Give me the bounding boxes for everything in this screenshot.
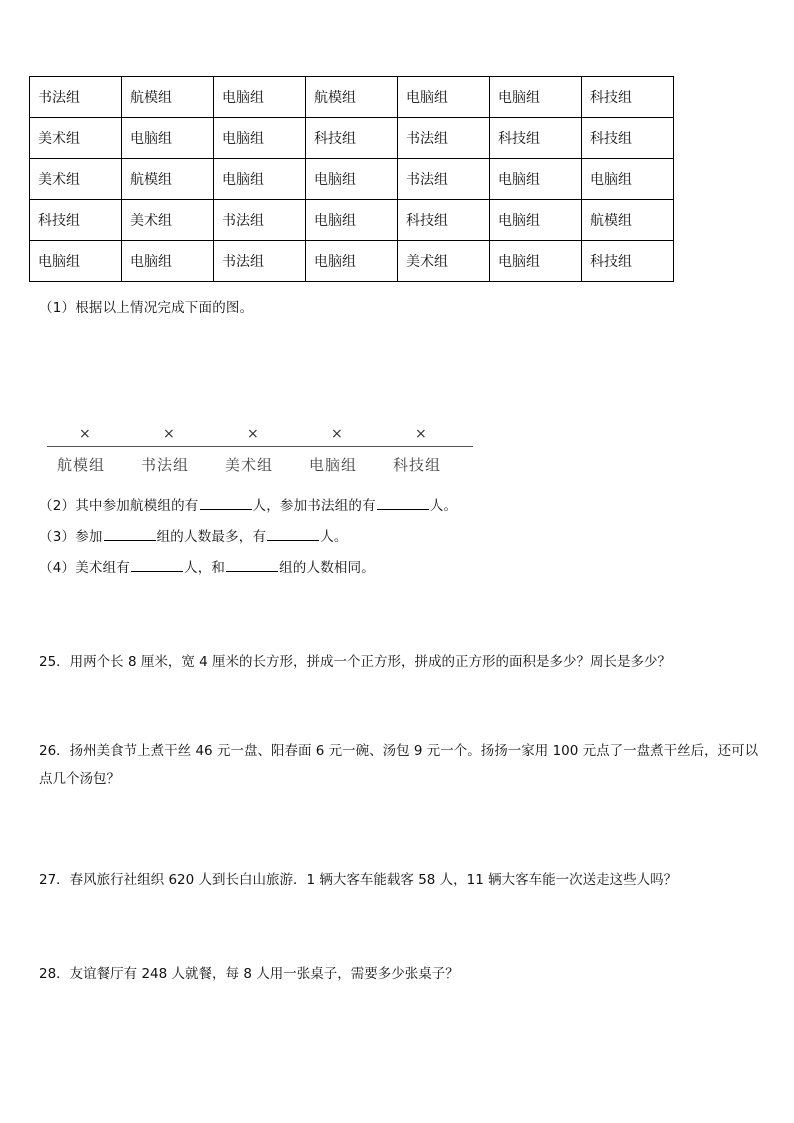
tally-axis-diagram <box>47 426 473 476</box>
table-cell: 美术组 <box>30 118 122 159</box>
table-cell: 科技组 <box>582 118 674 159</box>
table-cell: 科技组 <box>30 200 122 241</box>
table-cell: 书法组 <box>398 159 490 200</box>
tally-mark: × <box>247 426 259 442</box>
table-cell: 电脑组 <box>122 118 214 159</box>
axis-label: 美术组 <box>225 456 274 474</box>
axis-label: 书法组 <box>141 456 190 474</box>
question-25: 25．用两个长 8 厘米，宽 4 厘米的长方形，拼成一个正方形，拼成的正方形的面积是多少？周长是多少？ <box>39 654 672 670</box>
text-segment: 人，和 <box>184 560 226 576</box>
table-cell: 电脑组 <box>490 241 582 282</box>
part-1-instruction: （1）根据以上情况完成下面的图。 <box>39 300 254 316</box>
table-cell: 电脑组 <box>214 159 306 200</box>
axis-label: 航模组 <box>57 456 106 474</box>
tally-mark: × <box>415 426 427 442</box>
text-segment: 组的人数相同。 <box>279 560 376 576</box>
answer-blank[interactable] <box>226 558 278 572</box>
table-cell: 电脑组 <box>122 241 214 282</box>
table-cell: 航模组 <box>582 200 674 241</box>
text-segment: （3）参加 <box>39 529 103 545</box>
tally-mark: × <box>79 426 91 442</box>
table-row <box>30 200 674 241</box>
table-cell: 电脑组 <box>490 200 582 241</box>
answer-blank[interactable] <box>104 527 156 541</box>
axis-label: 电脑组 <box>309 456 358 474</box>
table-cell: 书法组 <box>398 118 490 159</box>
table-cell: 航模组 <box>122 159 214 200</box>
question-26: 26．扬州美食节上煮干丝 46 元一盘、阳春面 6 元一碗、汤包 9 元一个。扬扬一家用 100 元点了一盘煮干丝后，还可以点几个汤包？ <box>39 743 759 787</box>
table-row <box>30 159 674 200</box>
table-cell: 科技组 <box>398 200 490 241</box>
table-cell: 书法组 <box>214 241 306 282</box>
table-cell: 电脑组 <box>490 159 582 200</box>
text-segment: 人，参加书法组的有 <box>252 498 376 514</box>
table-cell: 航模组 <box>306 77 398 118</box>
text-segment: 人。 <box>429 498 458 514</box>
tally-mark: × <box>163 426 175 442</box>
answer-blank[interactable] <box>377 496 429 510</box>
axis-baseline <box>47 446 473 447</box>
table-cell: 电脑组 <box>306 241 398 282</box>
tally-mark: × <box>331 426 343 442</box>
table-cell: 科技组 <box>582 77 674 118</box>
answer-blank[interactable] <box>131 558 183 572</box>
table-cell: 书法组 <box>214 200 306 241</box>
part-2-question <box>39 494 457 514</box>
part-3-question <box>39 525 348 545</box>
axis-label: 科技组 <box>393 456 442 474</box>
text-segment: 组的人数最多，有 <box>156 529 267 545</box>
table-cell: 电脑组 <box>30 241 122 282</box>
text-segment: 人。 <box>320 529 348 545</box>
text-segment: （4）美术组有 <box>39 560 130 576</box>
text-segment: （2）其中参加航模组的有 <box>39 498 199 514</box>
part-4-question <box>39 556 375 576</box>
table-cell: 美术组 <box>30 159 122 200</box>
table-cell: 美术组 <box>122 200 214 241</box>
table-cell: 美术组 <box>398 241 490 282</box>
question-27: 27．春风旅行社组织 620 人到长白山旅游．1 辆大客车能载客 58 人，11 辆大客车能一次送走这些人吗？ <box>39 872 678 888</box>
table-cell: 航模组 <box>122 77 214 118</box>
table-cell: 电脑组 <box>490 77 582 118</box>
interest-group-table <box>29 76 674 282</box>
table-cell: 科技组 <box>306 118 398 159</box>
table-cell: 电脑组 <box>398 77 490 118</box>
table-cell: 电脑组 <box>582 159 674 200</box>
table-cell: 科技组 <box>582 241 674 282</box>
table-cell: 电脑组 <box>214 118 306 159</box>
table-row <box>30 241 674 282</box>
table-cell: 电脑组 <box>306 159 398 200</box>
table-cell: 电脑组 <box>214 77 306 118</box>
answer-blank[interactable] <box>200 496 252 510</box>
table-cell: 科技组 <box>490 118 582 159</box>
table-cell: 电脑组 <box>306 200 398 241</box>
table-cell: 书法组 <box>30 77 122 118</box>
table-row <box>30 118 674 159</box>
answer-blank[interactable] <box>267 527 319 541</box>
table-row <box>30 77 674 118</box>
question-28: 28．友谊餐厅有 248 人就餐，每 8 人用一张桌子，需要多少张桌子？ <box>39 966 459 982</box>
